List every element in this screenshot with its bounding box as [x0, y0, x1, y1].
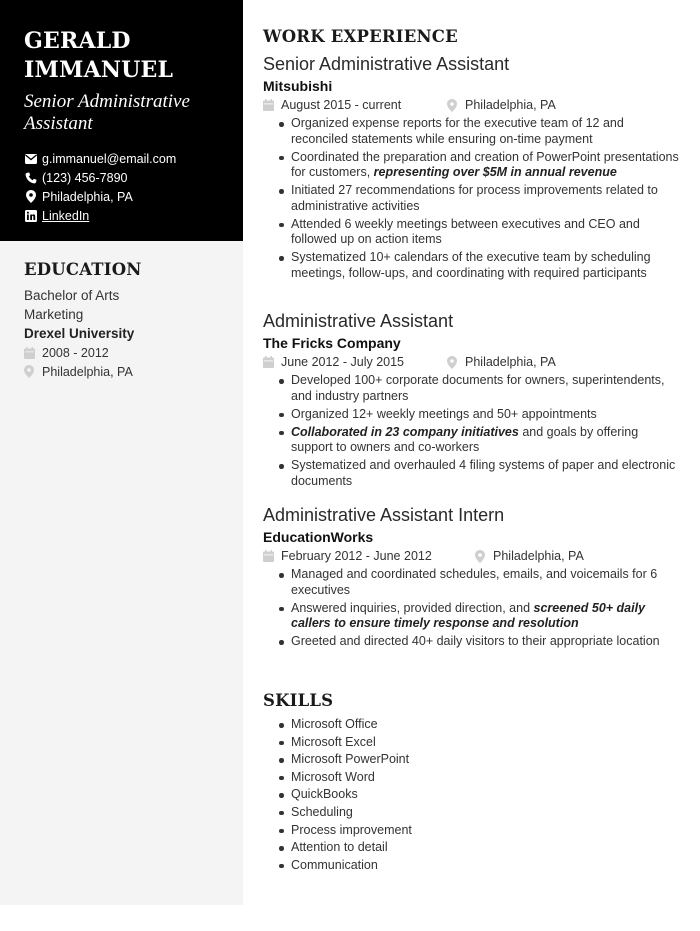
job-entry [263, 504, 683, 652]
skill-item: Microsoft PowerPoint [277, 752, 683, 768]
skill-item: Microsoft Word [277, 770, 683, 786]
bullet-item: Collaborated in 23 company initiatives and goals by offering support to owners and co-workers [277, 425, 683, 456]
email-text: g.immanuel@email.com [42, 151, 177, 166]
location-pin-icon [24, 190, 38, 204]
job-location [475, 549, 584, 563]
job-dates-text: February 2012 - June 2012 [281, 549, 432, 563]
skill-item: Process improvement [277, 823, 683, 839]
job-entry [263, 53, 683, 284]
job-title: Administrative Assistant [263, 311, 454, 331]
location-pin-icon [447, 99, 461, 112]
bullet-item: Greeted and directed 40+ daily visitors to their appropriate location [277, 634, 683, 650]
bullet-item: Answered inquiries, provided direction, and screened 50+ daily callers to ensure timely response and resolution [277, 601, 683, 632]
work-experience-title: WORK EXPERIENCE [263, 27, 458, 46]
education-location-text: Philadelphia, PA [42, 364, 133, 379]
name-line-1: GERALD [24, 28, 131, 54]
job-entry [263, 310, 683, 492]
skill-item: Scheduling [277, 805, 683, 821]
job-dates [263, 549, 475, 563]
education-dates [24, 343, 234, 362]
company-name: Mitsubishi [263, 78, 333, 94]
bullet-item: Attended 6 weekly meetings between executives and CEO and followed up on action items [277, 217, 683, 248]
education-dates-text: 2008 - 2012 [42, 345, 109, 360]
education-school: Drexel University [24, 326, 135, 341]
contact-list [24, 149, 243, 225]
contact-location [24, 187, 243, 206]
job-meta [263, 353, 683, 371]
job-meta [263, 547, 683, 565]
bullet-item: Organized 12+ weekly meetings and 50+ appointments [277, 407, 683, 423]
bullet-item: Developed 100+ corporate documents for owners, superintendents, and industry partners [277, 373, 683, 404]
skills-section [263, 691, 683, 875]
job-location-text: Philadelphia, PA [465, 355, 556, 369]
skills-title: SKILLS [263, 691, 334, 710]
linkedin-link[interactable]: LinkedIn [42, 208, 90, 223]
job-bullets [277, 567, 683, 650]
job-location [447, 355, 556, 369]
company-name: The Fricks Company [263, 335, 401, 351]
skill-item: Microsoft Excel [277, 735, 683, 751]
company-name: EducationWorks [263, 529, 374, 545]
education-major: Marketing [24, 307, 84, 322]
name-line-2: IMMANUEL [24, 57, 174, 83]
bullet-item: Systematized and overhauled 4 filing systems of paper and electronic documents [277, 458, 683, 489]
contact-phone [24, 168, 243, 187]
bullet-item: Organized expense reports for the executive team of 12 and reconciled statements while ensuring on-time payment [277, 116, 683, 147]
headline-line-1: Senior Administrative [24, 91, 190, 112]
job-dates [263, 98, 447, 112]
linkedin-icon [24, 209, 38, 223]
bullet-item: Initiated 27 recommendations for process improvements related to administrative activities [277, 183, 683, 214]
location-pin-icon [475, 550, 489, 563]
job-dates-text: August 2015 - current [281, 98, 402, 112]
job-title: Senior Administrative Assistant [263, 54, 510, 74]
calendar-icon [263, 356, 277, 368]
skills-list [277, 717, 683, 873]
education-title: EDUCATION [24, 260, 142, 279]
envelope-icon [24, 152, 38, 166]
phone-text: (123) 456-7890 [42, 170, 128, 185]
headline-line-2: Assistant [24, 113, 93, 134]
job-bullets [277, 373, 683, 489]
sidebar [0, 0, 243, 905]
calendar-icon [263, 99, 277, 111]
job-location-text: Philadelphia, PA [465, 98, 556, 112]
calendar-icon [24, 347, 38, 359]
headline [24, 91, 243, 135]
bullet-item: Coordinated the preparation and creation of PowerPoint presentations for customers, representing over $5M in annual revenue [277, 150, 683, 181]
bullet-item: Systematized 10+ calendars of the executive team by scheduling meetings, follow-ups, and coordinating with required participants [277, 250, 683, 281]
phone-icon [24, 171, 38, 185]
job-location [447, 98, 556, 112]
education-location [24, 362, 234, 381]
location-pin-icon [447, 356, 461, 369]
job-dates [263, 355, 447, 369]
contact-email [24, 149, 243, 168]
bullet-item: Managed and coordinated schedules, emails, and voicemails for 6 executives [277, 567, 683, 598]
education-section [24, 260, 234, 381]
location-text: Philadelphia, PA [42, 189, 133, 204]
calendar-icon [263, 550, 277, 562]
job-location-text: Philadelphia, PA [493, 549, 584, 563]
skill-item: Microsoft Office [277, 717, 683, 733]
skill-item: Communication [277, 858, 683, 874]
job-meta [263, 96, 683, 114]
skill-item: Attention to detail [277, 840, 683, 856]
contact-linkedin[interactable] [24, 206, 243, 225]
skill-item: QuickBooks [277, 787, 683, 803]
header-block [0, 0, 243, 241]
job-dates-text: June 2012 - July 2015 [281, 355, 405, 369]
education-degree: Bachelor of Arts [24, 288, 120, 303]
job-bullets [277, 116, 683, 281]
location-pin-icon [24, 365, 38, 378]
job-title: Administrative Assistant Intern [263, 505, 505, 525]
